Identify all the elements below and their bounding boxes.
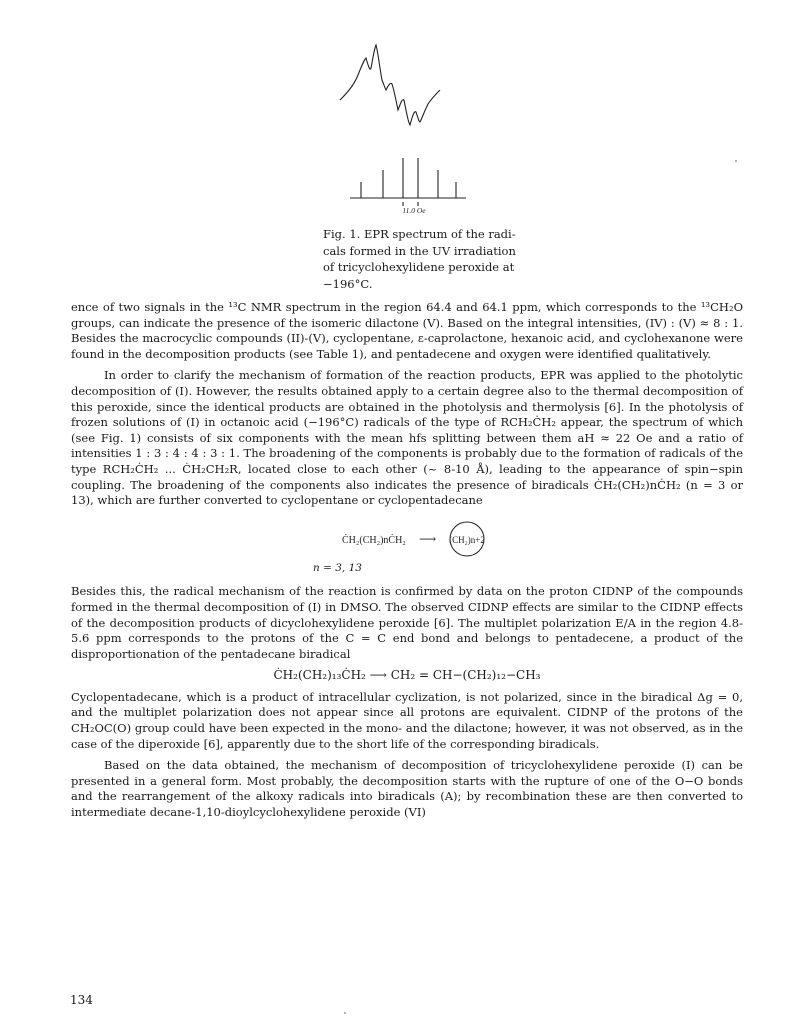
caption-line: of tricyclohexylidene peroxide at — [323, 260, 515, 274]
eq1-arrow: ⟶ — [419, 531, 437, 546]
caption-line: cals formed in the UV irradiation — [323, 243, 516, 258]
eq1-left: ĊH₂(CH₂)nĊH₂ — [342, 534, 406, 546]
page-number: 134 — [70, 993, 93, 1007]
paragraph-1: ence of two signals in the ¹³C NMR spectrum in the region 64.4 and 64.1 ppm, which corresponds to the ¹³CH₂O groups, can indicate the presence of the isomeric dilactone (V). Based on the integral intensities, (IV) : (V) ≈ 8 : 1. Besides the macrocyclic compounds (II)-(V), cyclopentane, ε-caprolactone, hexanoic acid, and cyclohexanone were found in the decomposition products (see Table 1), and pentadecene and oxygen were identified qualitatively. — [71, 300, 743, 361]
speck — [735, 160, 737, 162]
paragraph-3: Besides this, the radical mechanism of the reaction is confirmed by data on the proton CIDNP of the compounds formed in the thermal decomposition of (I) in DMSO. The observed CIDNP effects are similar to the CIDNP effects of the decomposition products of dicyclohexylidene peroxide [6]. The multiplet polarization E/A in the region 4.8-5.6 ppm corresponds to the protons of the C = C end bond and belongs to pentadecene, a product of the disproportionation of the pentadecane biradical — [71, 584, 743, 661]
caption-line: −196°C. — [323, 276, 373, 291]
epr-spectrum-figure — [318, 30, 498, 220]
eq1-condition: n = 3, 13 — [313, 561, 362, 574]
cyclization-equation — [71, 519, 743, 559]
body-text — [71, 300, 743, 827]
hfs-stick-diagram — [350, 158, 466, 206]
paragraph-4: Cyclopentadecane, which is a product of intracellular cyclization, is not polarized, since in the biradical Δg = 0, and the multiplet polarization does not appear since all protons are equivalent. CIDNP of the protons of the CH₂OC(O) group could have been expected in the mono- and the dilactone; however, it was not observed, as in the case of the diperoxide [6], apparently due to the short life of the corresponding biradicals. — [71, 689, 743, 751]
paragraph-2: In order to clarify the mechanism of formation of the reaction products, EPR was applied to the photolytic decomposition of (I). However, the results obtained apply to a certain degree also to the thermal decomposition of this peroxide, since the identical products are obtained in the photolysis and thermolysis [6]. In the photolysis of frozen solutions of (I) in octanoic acid (−196°C) radicals of the type of RCH₂ĊH₂ appear, the spectrum of which (see Fig. 1) consists of six components with the mean hfs splitting between them aH ≈ 22 Oe and a ratio of intensities 1 : 3 : 4 : 4 : 3 : 1. The broadening of the components is probably due to the formation of radicals of the type RCH₂ĊH₂ ... ĊH₂CH₂R, located close to each other (~ 8-10 Å), leading to the appearance of spin−spin coupling. The broadening of the components also indicates the presence of biradicals ĊH₂(CH₂)nĊH₂ (n = 3 or 13), which are further converted to cyclopentane or cyclopentadecane — [71, 368, 743, 508]
caption-line: Fig. 1. EPR spectrum of the radi- — [323, 227, 516, 241]
eq1-ring-label: (CH₂)n+2 — [449, 534, 485, 545]
disproportionation-equation: ĊH₂(CH₂)₁₃ĊH₂ ⟶ CH₂ = CH−(CH₂)₁₂−CH₃ — [273, 668, 541, 683]
scale-label: 11.0 Oe — [402, 206, 426, 215]
epr-spectrum-trace — [340, 45, 440, 125]
figure-caption — [323, 226, 528, 292]
paragraph-5: Based on the data obtained, the mechanism of decomposition of tricyclohexylidene peroxide (I) can be presented in a general form. Most probably, the decomposition starts with the rupture of one of the O−O bonds and the rearrangement of the alkoxy radicals into biradicals (A); by recombination these are then converted to intermediate decane-1,10-dioylcyclohexylidene peroxide (VI) — [71, 758, 743, 820]
speck — [344, 1012, 346, 1014]
